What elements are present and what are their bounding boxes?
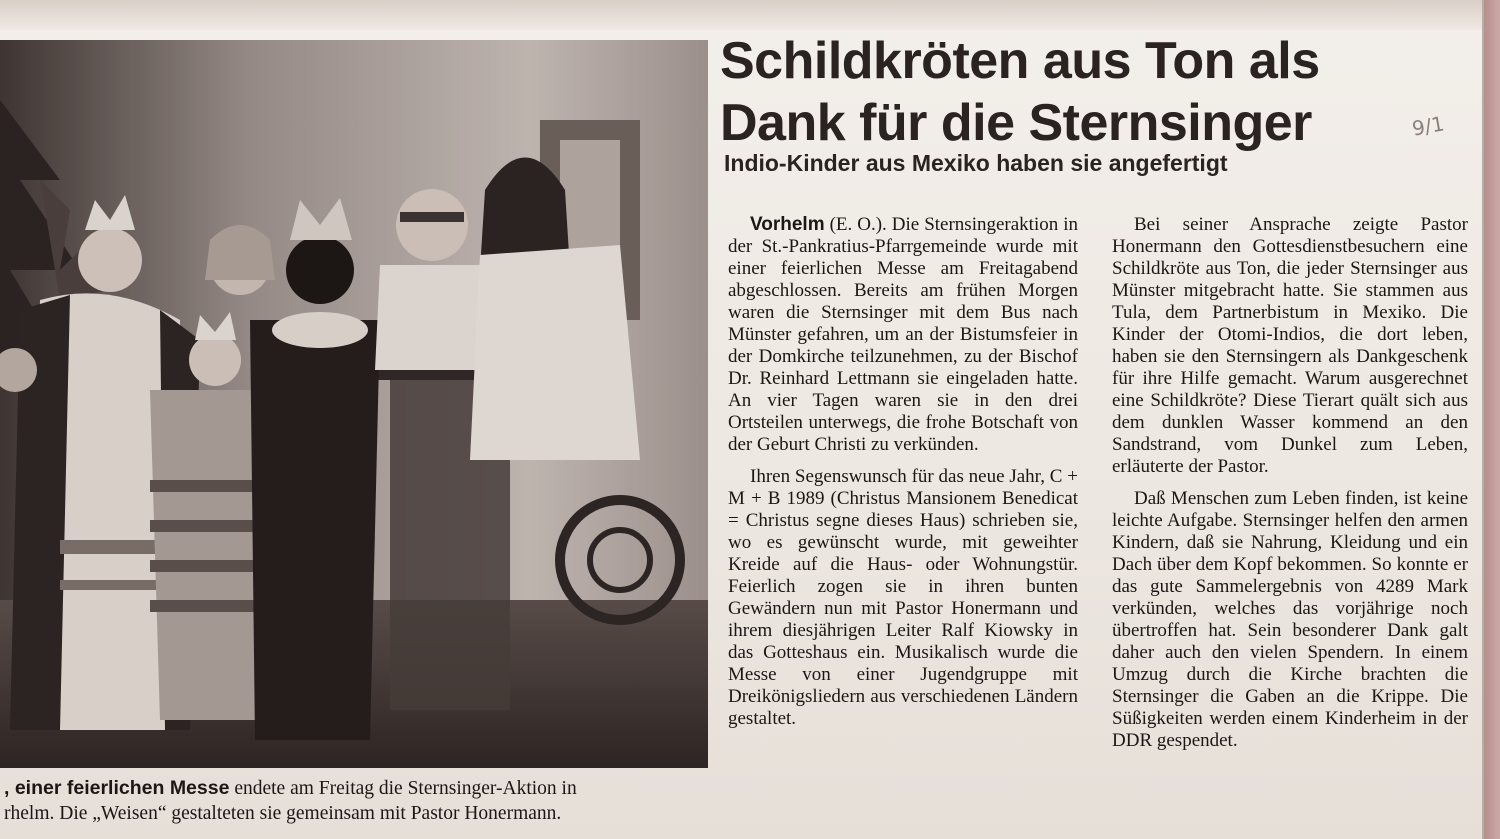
column-1-paragraph-2: Ihren Segenswunsch für das neue Jahr, C + M + B 1989 (Christus Mansionem Benedicat = Christus segne dieses Haus) schrieben sie, wo es gewünscht wurde, mit geweihter Kreide auf die Haus- oder Wohnungstür. Feierlich zogen sie in ihren bunten Gewändern nun mit Pastor Honermann und ihrem diesjährigen Leiter Ralf Kiowsky in das Gotteshaus ein. Musikalisch wurde die Messe von einer Jugendgruppe mit Dreikönigsliedern aus verschiedenen Ländern gestaltet. (728, 466, 1078, 729)
scan-top-edge (0, 0, 1482, 30)
scan-right-edge (1484, 0, 1500, 839)
article-column-2 (1112, 214, 1468, 762)
photo-caption (4, 776, 710, 826)
article-headline (720, 30, 1420, 154)
caption-text: endete am Freitag die Sternsinger-Aktion in (229, 778, 577, 799)
article-subheadline: Indio-Kinder aus Mexiko haben sie angefertigt (724, 150, 1228, 176)
caption-line2: rhelm. Die „Weisen“ gestalteten sie gemeinsam mit Pastor Honermann. (4, 803, 562, 824)
headline-line-2: Dank für die Sternsinger (720, 94, 1312, 152)
handwritten-date-note: 9/1 (1410, 111, 1447, 141)
column-2-paragraph-2: Daß Menschen zum Leben finden, ist keine leichte Aufgabe. Sternsinger helfen den armen Kindern, daß sie Nahrung, Kleidung und ein Dach über dem Kopf bekommen. So konnte er das gute Sammelergebnis von 4289 Mark verkünden, welches das vorjährige noch übertroffen hat. Sein besonderer Dank galt daher auch den vielen Spendern. In einem Umzug durch die Kirche brachten die Sternsinger die Gaben an die Krippe. Die Süßigkeiten werden einem Kinderheim in der DDR gespendet. (1112, 488, 1468, 751)
column-1-paragraph-1-text: (E. O.). Die Sternsingeraktion in der St.-Pankratius-Pfarrgemeinde wurde mit einer feierlichen Messe am Freitagabend abgeschlossen. Bereits am frühen Morgen waren die Sternsinger mit dem Bus nach Münster gefahren, um an der Bistumsfeier in der Domkirche teilzunehmen, zu der Bischof Dr. Reinhard Lettmann sie eingeladen hatte. An vier Tagen waren sie in den drei Ortsteilen unterwegs, die frohe Botschaft von der Geburt Christi zu verkünden. (728, 214, 1078, 455)
dateline: Vorhelm (750, 214, 825, 235)
photo-illustration (0, 40, 708, 768)
headline-line-1: Schildkröten aus Ton als (720, 32, 1320, 90)
caption-lead: , einer feierlichen Messe (4, 777, 230, 799)
column-2-paragraph-1: Bei seiner Ansprache zeigte Pastor Honermann den Gottesdienstbesuchern eine Schildkröte aus Ton, die jeder Sternsinger aus Münster mitgebracht hatte. Sie stammen aus Tula, dem Partnerbistum in Mexiko. Die Kinder der Otomi-Indios, die dort leben, haben sie den Sternsingern als Dankgeschenk für ihre Hilfe gemacht. Warum ausgerechnet eine Schildkröte? Diese Tierart quält sich aus dem dunklen Wasser kommend an den Sandstrand, vom Dunkel zum Leben, erläuterte der Pastor. (1112, 214, 1468, 477)
article-column-1 (728, 214, 1078, 740)
news-photo (0, 40, 708, 768)
column-1-paragraph-1 (728, 214, 1078, 456)
